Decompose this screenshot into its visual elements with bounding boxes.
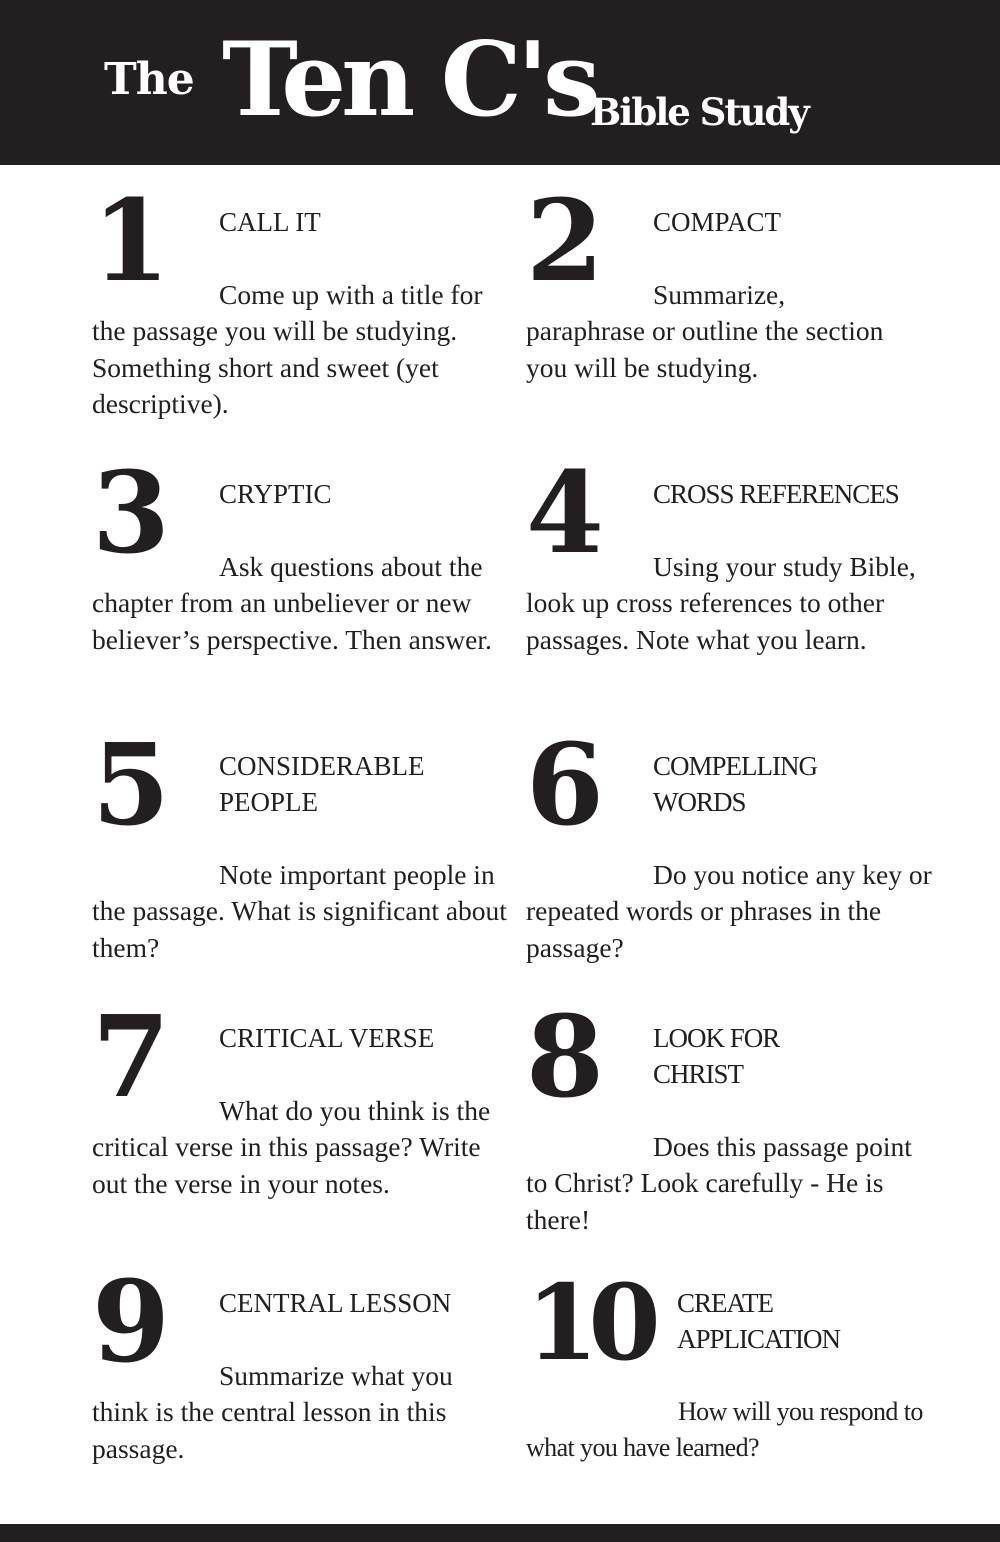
step-number: 4	[526, 448, 598, 579]
step-number: 1	[92, 176, 164, 307]
step-description: Summarize what you think is the central lesson in this passage.	[92, 1360, 453, 1464]
step-title: COMPACT	[653, 207, 782, 237]
step-6	[526, 720, 946, 980]
step-description: What do you think is the critical verse in this passage? Write out the verse in your notes.	[92, 1095, 491, 1199]
step-9	[92, 1257, 512, 1517]
step-title: LOOK FOR CHRIST	[653, 1023, 780, 1089]
step-description: Come up with a title for the passage you will be studying. Something short and sweet (yet descriptive).	[92, 279, 483, 419]
step-1	[92, 176, 512, 436]
header-the: The	[104, 54, 194, 105]
step-number: 3	[92, 448, 164, 579]
step-description: Does this passage point to Christ? Look carefully - He is there!	[526, 1131, 912, 1235]
header-ten-cs: Ten C's	[222, 20, 596, 140]
header-subtitle: Bible Study	[590, 90, 808, 134]
step-title: CRITICAL VERSE	[219, 1023, 435, 1053]
step-description: How will you respond to what you have learned?	[526, 1397, 923, 1463]
step-number: 7	[92, 992, 164, 1123]
step-number: 8	[526, 992, 598, 1123]
step-number: 6	[526, 720, 598, 851]
step-description: Do you notice any key or repeated words or phrases in the passage?	[526, 859, 932, 963]
step-7	[92, 992, 512, 1252]
step-title: CREATE APPLICATION	[677, 1288, 841, 1354]
step-number: 2	[526, 176, 598, 307]
step-8	[526, 992, 946, 1252]
step-title: COMPELLING WORDS	[653, 751, 817, 817]
step-title: CALL IT	[219, 207, 321, 237]
step-10	[526, 1261, 946, 1517]
step-3	[92, 448, 512, 708]
step-2	[526, 176, 946, 436]
step-title: CENTRAL LESSON	[219, 1288, 452, 1318]
step-description: Summarize, paraphrase or outline the section you will be studying.	[526, 279, 884, 383]
footer-bar	[0, 1524, 1000, 1542]
step-title: CROSS REFERENCES	[653, 479, 899, 509]
step-number: 9	[92, 1257, 164, 1388]
step-number: 10	[526, 1261, 651, 1384]
header-banner	[0, 0, 1000, 165]
step-description: Using your study Bible, look up cross references to other passages. Note what you learn.	[526, 551, 916, 655]
step-title: CRYPTIC	[219, 479, 332, 509]
step-description: Ask questions about the chapter from an unbeliever or new believer’s perspective. Then answer.	[92, 551, 492, 655]
step-number: 5	[92, 720, 164, 851]
step-4	[526, 448, 946, 708]
step-description: Note important people in the passage. What is significant about them?	[92, 859, 507, 963]
step-title: CONSIDERABLE PEOPLE	[219, 751, 425, 817]
step-5	[92, 720, 512, 980]
